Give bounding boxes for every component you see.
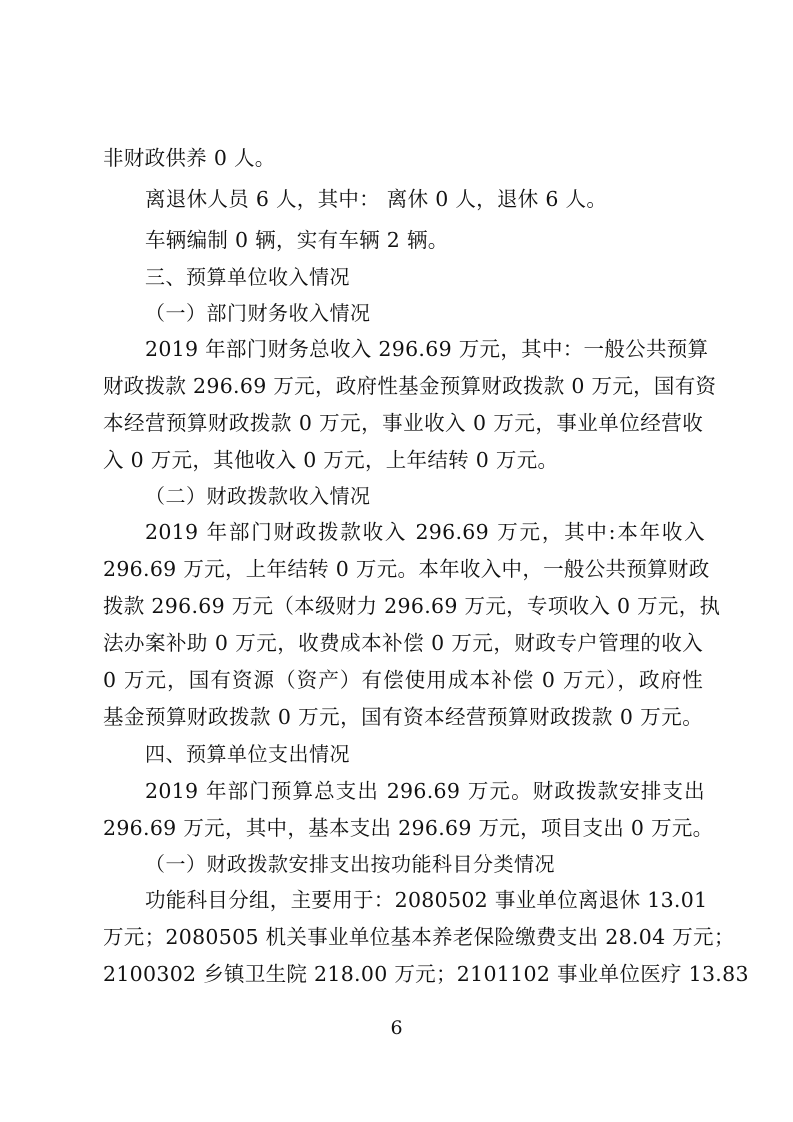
- text-line: 万元；2080505 机关事业单位基本养老保险缴费支出 28.04 万元；: [103, 925, 735, 949]
- text-line: 入 0 万元，其他收入 0 万元，上年结转 0 万元。: [103, 448, 559, 472]
- text-line: 0 万元，国有资源（资产）有偿使用成本补偿 0 万元），政府性: [103, 668, 703, 692]
- text-line: 非财政供养 0 人。: [103, 146, 276, 170]
- text-line: 功能科目分组，主要用于：2080502 事业单位离退休 13.01: [145, 888, 708, 912]
- text-line: 车辆编制 0 辆，实有车辆 2 辆。: [145, 228, 449, 252]
- text-line: 296.69 万元，上年结转 0 万元。本年收入中，一般公共预算财政: [103, 557, 710, 581]
- text-line: 法办案补助 0 万元，收费成本补偿 0 万元，财政专户管理的收入: [103, 631, 703, 655]
- text-line: 2019 年部门财政拨款收入 296.69 万元，其中:本年收入: [145, 520, 705, 544]
- section-heading: 三、预算单位收入情况: [145, 265, 350, 289]
- text-line: 基金预算财政拨款 0 万元，国有资本经营预算财政拨款 0 万元。: [103, 705, 703, 729]
- page-number: 6: [390, 1017, 403, 1039]
- section-heading: 四、预算单位支出情况: [145, 742, 350, 766]
- text-line: 离退休人员 6 人，其中： 离休 0 人，退休 6 人。: [145, 187, 608, 211]
- text-line: 财政拨款 296.69 万元，政府性基金预算财政拨款 0 万元，国有资: [103, 374, 717, 398]
- text-line: 2019 年部门财务总收入 296.69 万元，其中：一般公共预算: [145, 337, 709, 361]
- subsection-heading: （一）财政拨款安排支出按功能科目分类情况: [145, 852, 555, 876]
- subsection-heading: （二）财政拨款收入情况: [145, 484, 371, 508]
- text-line: 2019 年部门预算总支出 296.69 万元。财政拨款安排支出: [145, 779, 705, 803]
- text-line: 2100302 乡镇卫生院 218.00 万元；2101102 事业单位医疗 13.83: [103, 962, 749, 986]
- subsection-heading: （一）部门财务收入情况: [145, 301, 371, 325]
- text-line: 拨款 296.69 万元（本级财力 296.69 万元，专项收入 0 万元，执: [103, 594, 721, 618]
- text-line: 296.69 万元，其中，基本支出 296.69 万元，项目支出 0 万元。: [103, 816, 714, 840]
- text-line: 本经营预算财政拨款 0 万元，事业收入 0 万元，事业单位经营收: [103, 411, 703, 435]
